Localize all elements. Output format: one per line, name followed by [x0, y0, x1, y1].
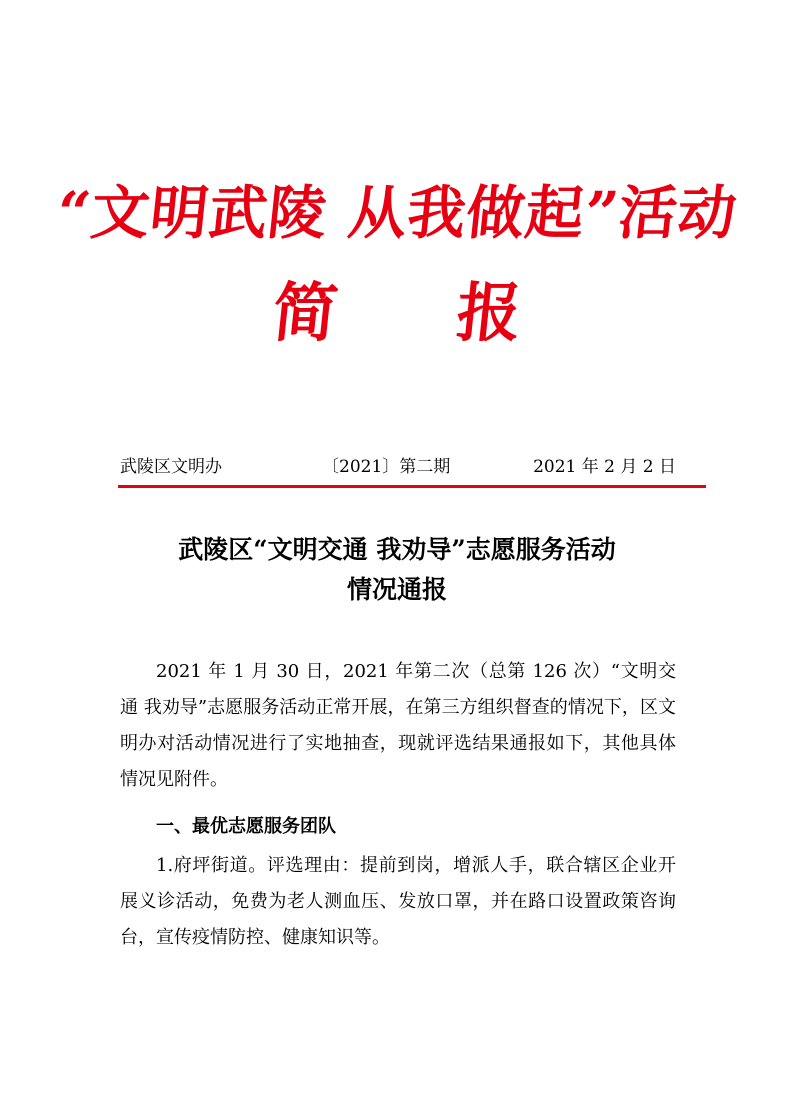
red-divider — [118, 485, 706, 488]
document-title-line1: 武陵区“文明交通 我劝导”志愿服务活动 — [178, 535, 616, 564]
issue-date: 2021 年 2 月 2 日 — [533, 457, 676, 477]
issue-info-row — [120, 454, 676, 480]
issuer-label: 武陵区文明办 — [120, 457, 222, 477]
issue-number: 〔2021〕第二期 — [322, 457, 451, 477]
masthead-subtitle-left: 简 — [269, 276, 341, 351]
masthead-title: “文明武陵 从我做起”活动 — [53, 179, 741, 247]
document-title-line2: 情况通报 — [346, 575, 447, 604]
section-heading: 一、最优志愿服务团队 — [156, 816, 336, 837]
masthead-subtitle-right: 报 — [453, 276, 525, 351]
masthead-subtitle — [0, 272, 794, 356]
list-item: 1.府坪街道。评选理由：提前到岗，增派人手，联合辖区企业开展义诊活动，免费为老人测血压、发放口罩，并在路口设置政策咨询台，宣传疫情防控、健康知识等。 — [120, 855, 676, 948]
intro-paragraph: 2021 年 1 月 30 日，2021 年第二次（总第 126 次）“文明交通 我劝导”志愿服务活动正常开展，在第三方组织督查的情况下，区文明办对活动情况进行了实地抽查，现就评选结果通报如下，其他具体情况见附件。 — [120, 661, 676, 790]
